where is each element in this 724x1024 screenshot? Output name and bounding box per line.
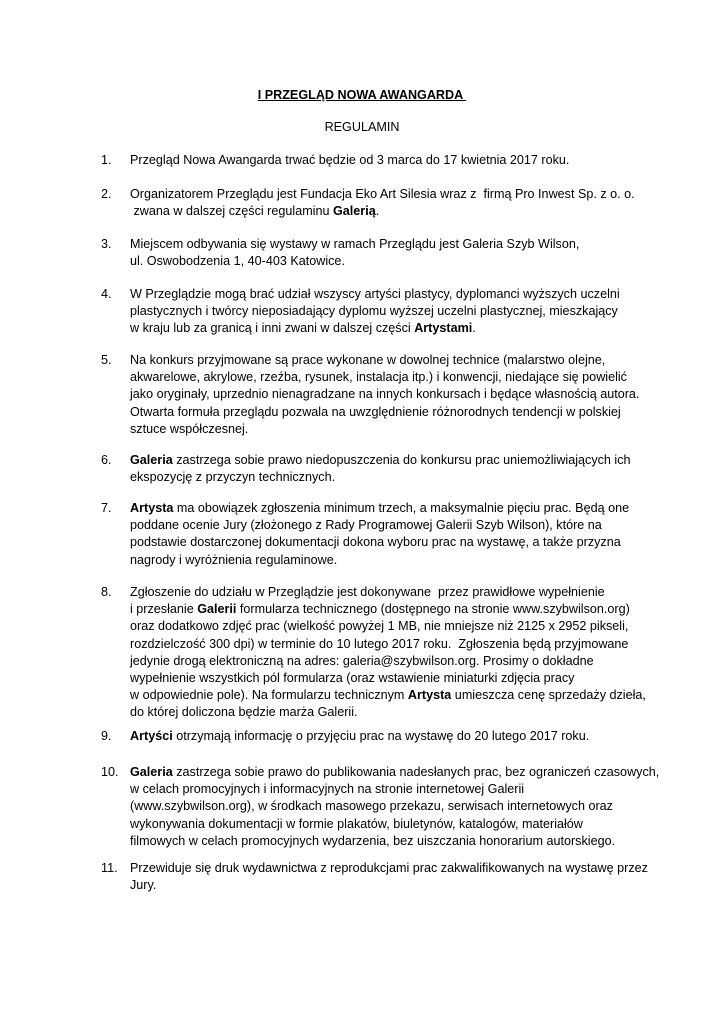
item-number: 2. <box>101 187 112 201</box>
text-segment: Miejscem odbywania się wystawy w ramach Przeglądu jest Galeria Szyb Wilson, <box>130 237 580 251</box>
text-line <box>130 236 650 253</box>
bold-term: Galerii <box>197 602 237 617</box>
text-segment: Przegląd Nowa Awangarda trwać będzie od 3 marca do 17 kwietnia 2017 roku. <box>130 153 570 167</box>
item-number: 6. <box>101 453 112 467</box>
text-segment: ul. Oswobodzenia 1, 40-403 Katowice. <box>130 254 345 269</box>
text-segment: sztuce współczesnej. <box>130 421 249 436</box>
text-segment: do której doliczona będzie marża Galerii. <box>130 705 358 720</box>
text-line <box>130 816 650 833</box>
text-line <box>130 320 650 337</box>
text-line <box>130 618 650 635</box>
text-segment: akwarelowe, akrylowe, rzeźba, rysunek, instalacja itp.) i konwencji, niedające się powielić <box>130 370 627 385</box>
text-line <box>130 352 650 369</box>
text-segment: oraz dodatkowo zdjęć prac (wielkość powyżej 1 MB, nie mniejsze niż 2125 x 2952 pikseli, <box>130 619 629 634</box>
item-number: 4. <box>101 287 112 301</box>
text-line <box>130 469 650 486</box>
text-line <box>130 584 650 601</box>
text-segment: ekspozycję z przyczyn technicznych. <box>130 470 336 485</box>
text-segment: Zgłoszenie do udziału w Przeglądzie jest dokonywane przez prawidłowe wypełnienie <box>130 585 605 599</box>
text-segment: . <box>472 321 476 336</box>
text-segment: W Przeglądzie mogą brać udział wszyscy artyści plastycy, dyplomanci wyższych uczelni <box>130 287 620 301</box>
document-subtitle: REGULAMIN <box>324 120 400 134</box>
text-line <box>130 552 650 569</box>
bold-term: Artystami <box>414 321 473 336</box>
text-line <box>130 704 650 721</box>
text-segment: poddane ocenie Jury (złożonego z Rady Programowej Galerii Szyb Wilson), które na <box>130 518 602 533</box>
item-text <box>130 286 650 338</box>
item-text <box>130 728 650 745</box>
text-line <box>130 636 650 653</box>
text-segment: wypełnienie wszystkich pól formularza (oraz wstawienie miniaturki zdjęcia pracy <box>130 671 575 686</box>
text-line <box>130 833 650 850</box>
text-line <box>130 670 650 687</box>
text-line <box>130 728 650 745</box>
bold-term: Artyści <box>130 729 173 743</box>
bold-term: Galeria <box>130 453 173 467</box>
item-text <box>130 352 650 438</box>
text-segment: w celach promocyjnych i informacyjnych na stronie internetowej Galerii <box>130 782 525 797</box>
item-text <box>130 584 650 722</box>
text-line <box>130 386 650 403</box>
text-line <box>130 253 650 270</box>
text-line <box>130 798 650 815</box>
item-number: 10. <box>101 765 119 779</box>
text-segment: filmowych w celach promocyjnych wydarzenia, bez uiszczania honorarium autorskiego. <box>130 833 616 848</box>
text-segment: zwana w dalszej części regulaminu <box>130 204 333 219</box>
item-number: 5. <box>101 353 112 367</box>
text-line <box>130 517 650 534</box>
text-segment: w odpowiednie pole). Na formularzu technicznym <box>130 688 408 703</box>
text-segment: nagrody i wyróżnienia regulaminowe. <box>130 552 338 567</box>
text-segment: podstawie dostarczonej dokumentacji dokona wyboru prac na wystawę, a także przyzna <box>130 535 621 550</box>
text-segment: otrzymają informację o przyjęciu prac na wystawę do 20 lutego 2017 roku. <box>172 729 590 743</box>
text-segment: wykonywania dokumentacji w formie plakatów, biuletynów, katalogów, materiałów <box>130 816 583 831</box>
text-line <box>130 152 650 169</box>
text-line <box>130 601 650 618</box>
item-number: 8. <box>101 585 112 599</box>
bold-term: Artysta <box>130 501 174 515</box>
text-segment: rozdzielczość 300 dpi) w terminie do 10 lutego 2017 roku. Zgłoszenia będą przyjmowane <box>130 636 629 651</box>
text-segment: Jury. <box>130 878 157 893</box>
text-segment: Na konkurs przyjmowane są prace wykonane w dowolnej technice (malarstwo olejne, <box>130 353 606 367</box>
item-text <box>130 236 650 270</box>
text-line <box>130 203 650 220</box>
text-segment: i przesłanie <box>130 602 198 617</box>
text-line <box>130 303 650 320</box>
text-line <box>130 500 650 517</box>
text-line <box>130 421 650 438</box>
item-number: 3. <box>101 237 112 251</box>
bold-term: Artysta <box>407 688 452 703</box>
text-line <box>130 860 650 877</box>
text-line <box>130 653 650 670</box>
text-segment: formularza technicznego (dostępnego na stronie www.szybwilson.org) <box>236 602 630 617</box>
text-segment: ma obowiązek zgłoszenia minimum trzech, a maksymalnie pięciu prac. Będą one <box>173 501 630 515</box>
bold-term: Galerią <box>333 204 376 219</box>
text-line <box>130 186 650 203</box>
text-segment: plastycznych i twórcy nieposiadający dyplomu wyższej uczelni plastycznej, mieszkający <box>130 304 618 319</box>
text-segment: Otwarta formuła przeglądu pozwala na uwzględnienie różnorodnych tendencji w polskiej <box>130 404 621 419</box>
item-number: 1. <box>101 153 112 167</box>
text-segment: umieszcza cenę sprzedaży dzieła, <box>451 688 646 703</box>
item-text <box>130 152 650 169</box>
item-text <box>130 186 650 220</box>
item-text <box>130 860 650 894</box>
text-segment: (www.szybwilson.org), w środkach masowego przekazu, serwisach internetowych oraz <box>130 799 613 814</box>
text-line <box>130 286 650 303</box>
document-title: I PRZEGLĄD NOWA AWANGARDA <box>257 88 467 102</box>
item-number: 7. <box>101 501 112 515</box>
text-segment: zastrzega sobie prawo do publikowania nadesłanych prac, bez ograniczeń czasowych, <box>172 765 660 779</box>
text-segment: jako oryginały, uprzednio nienagradzane na innych konkursach i będące własnością autora. <box>130 387 640 402</box>
text-segment: Organizatorem Przeglądu jest Fundacja Eko Art Silesia wraz z firmą Pro Inwest Sp. z o. o. <box>130 187 635 201</box>
text-segment: zastrzega sobie prawo niedopuszczenia do konkursu prac uniemożliwiających ich <box>172 453 631 467</box>
text-line <box>130 877 650 894</box>
item-text <box>130 500 650 569</box>
text-line <box>130 369 650 386</box>
item-text <box>130 452 650 486</box>
item-text <box>130 764 660 850</box>
text-line <box>130 452 650 469</box>
text-line <box>130 764 660 781</box>
text-line <box>130 404 650 421</box>
text-segment: jedynie drogą elektroniczną na adres: galeria@szybwilson.org. Prosimy o dokładne <box>130 653 594 668</box>
text-line <box>130 781 650 798</box>
text-segment: w kraju lub za granicą i inni zwani w dalszej części <box>130 321 415 336</box>
text-line <box>130 534 650 551</box>
item-number: 9. <box>101 729 112 743</box>
text-line <box>130 687 650 704</box>
text-segment: Przewiduje się druk wydawnictwa z reprodukcjami prac zakwalifikowanych na wystawę przez <box>130 861 648 875</box>
item-number: 11. <box>101 861 118 875</box>
text-segment: . <box>375 204 380 219</box>
bold-term: Galeria <box>130 765 173 779</box>
